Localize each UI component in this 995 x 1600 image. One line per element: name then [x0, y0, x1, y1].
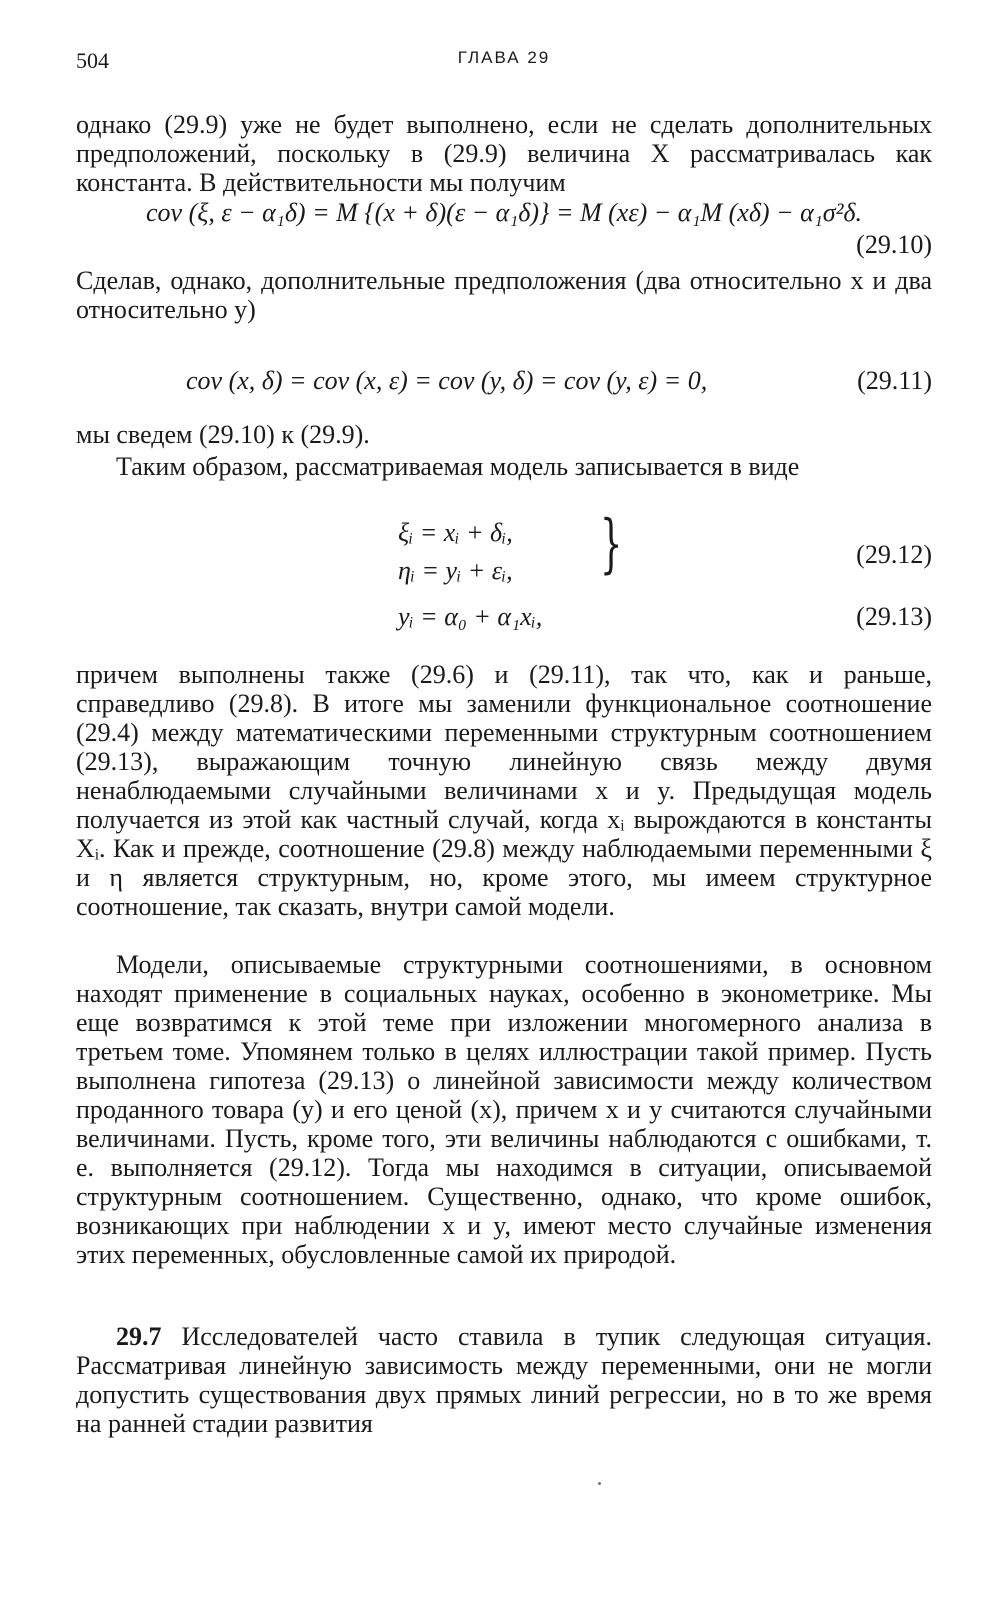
paragraph-7 [76, 1322, 932, 1438]
section-text: Исследователей часто ставила в тупик следующая ситуация. Рассматривая линейную зависимость между переменными, они не могли допустить существования двух прямых линий регрессии, но в то же время на ранней стадии развития [76, 1322, 932, 1438]
equation-29-10-number: (29.10) [856, 230, 932, 259]
paragraph-2: Сделав, однако, дополнительные предположения (два относительно x и два относительно y) [76, 266, 932, 324]
equation-29-10 [76, 198, 932, 228]
equation-29-13-expression: yᵢ = α₀ + α₁xᵢ, [398, 602, 543, 631]
equation-29-10-expression: cov (ξ, ε − α₁δ) = M {(x + δ)(ε − α₁δ)} = M (xε) − α₁M (xδ) − α₁σ²δ. [145, 198, 863, 227]
equation-29-12-number-row [76, 540, 932, 570]
equation-29-12-line-2-expression: ηᵢ = yᵢ + εᵢ, [398, 556, 513, 585]
paragraph-4: Таким образом, рассматриваемая модель записывается в виде [116, 452, 800, 481]
paragraph-5: причем выполнены также (29.6) и (29.11), так что, как и раньше, справедливо (29.8). В итоге мы заменили функциональное соотношение (29.4) между математическими переменными структурным соотношением (29.13), выражающим точную линейную связь между двумя ненаблюдаемыми случайными величинами x и y. Предыдущая модель получается из этой как частный случай, когда xᵢ вырождаются в константы Xᵢ. Как и прежде, соотношение (29.8) между наблюдаемыми переменными ξ и η является структурным, но, кроме этого, мы имеем структурное соотношение, так сказать, внутри самой модели. [76, 660, 932, 921]
chapter-title: ГЛАВА 29 [457, 48, 551, 67]
paragraph-6: Модели, описываемые структурными соотношениями, в основном находят применение в социальных науках, особенно в эконометрике. Мы еще возвратимся к этой теме при изложении многомерного анализа в третьем томе. Упомянем только в целях иллюстрации такой пример. Пусть выполнена гипотеза (29.13) о линейной зависимости между количеством проданного товара (y) и его ценой (x), причем x и y считаются случайными величинами. Пусть, кроме того, эти величины наблюдаются с ошибками, т. е. выполняется (29.12). Тогда мы находимся в ситуации, описываемой структурным соотношением. Существенно, однако, что кроме ошибок, возникающих при наблюдении x и y, имеют место случайные изменения этих переменных, обусловленные самой их природой. [76, 950, 932, 1269]
equation-29-12-number: (29.12) [856, 540, 932, 569]
running-head [76, 48, 932, 78]
equation-29-11-number: (29.11) [857, 366, 932, 395]
paragraph-3: мы сведем (29.10) к (29.9). [76, 420, 370, 449]
equation-29-12-line-1-expression: ξᵢ = xᵢ + δᵢ, [398, 518, 513, 547]
paragraph-1: однако (29.9) уже не будет выполнено, если не сделать дополнительных предположений, поскольку в (29.9) величина X рассматривалась как константа. В действительности мы получим [76, 110, 932, 197]
equation-29-13-number: (29.13) [856, 602, 932, 631]
equation-29-10-number-row [76, 230, 932, 260]
right-brace-icon: } [600, 507, 623, 581]
section-number: 29.7 [116, 1322, 162, 1351]
equation-29-13 [76, 602, 932, 632]
equation-29-11-expression: cov (x, δ) = cov (x, ε) = cov (y, δ) = cov (y, ε) = 0, [186, 366, 708, 395]
speck-mark [598, 1482, 601, 1485]
equation-29-11 [76, 366, 932, 396]
page-number: 504 [76, 48, 109, 73]
